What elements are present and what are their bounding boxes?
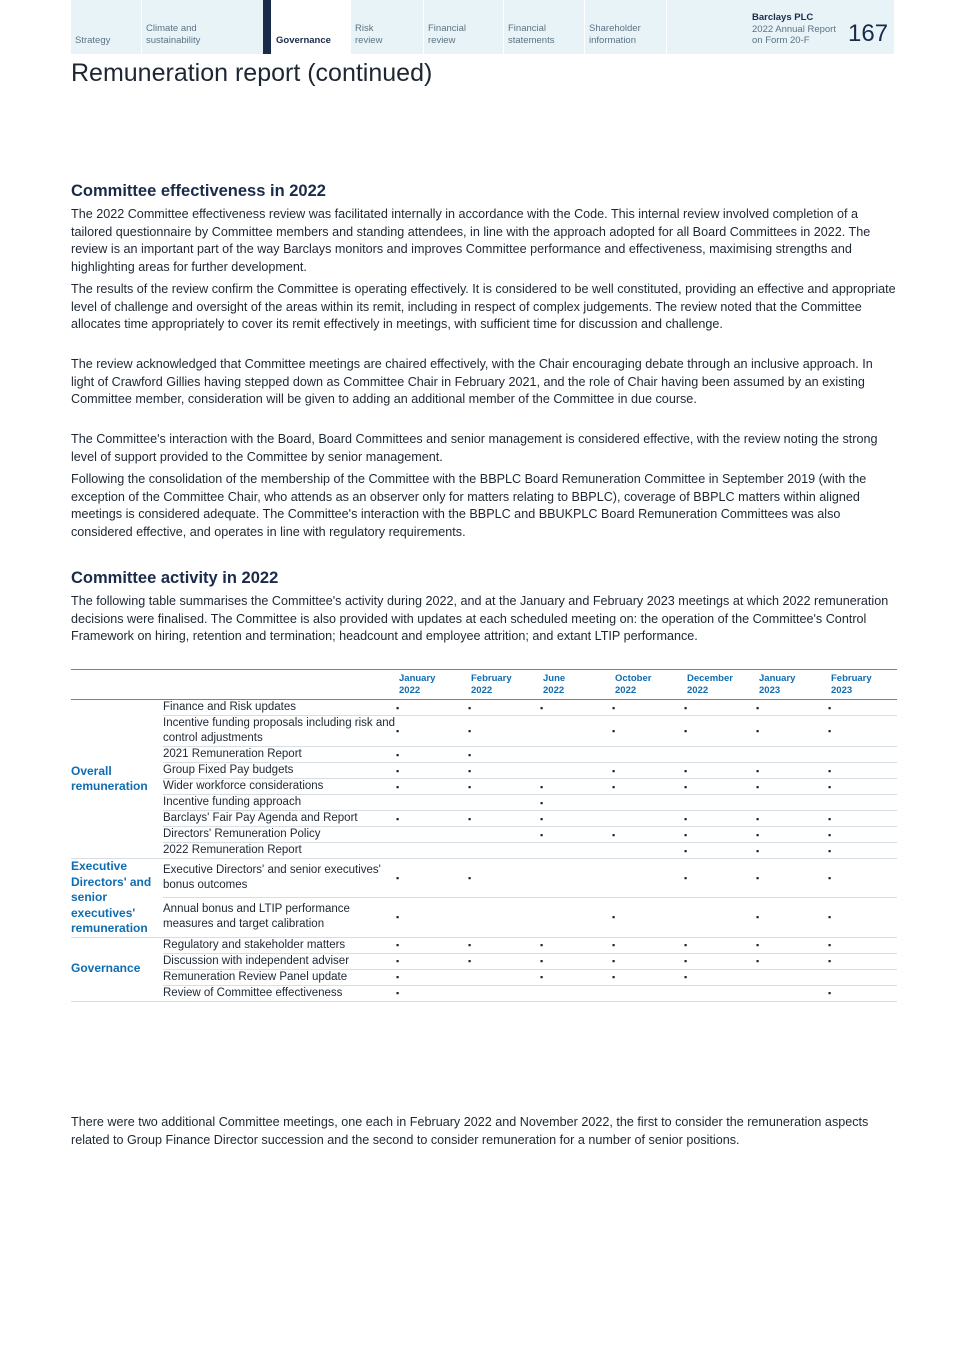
empty-cell [540,843,612,859]
activity-marker: ▪ [828,811,897,827]
paragraph: The following table summarises the Committee's activity during 2022, and at the January and February 2023 meetings at which 2022 remuneration decisions were finalised. The Committee is also provided with updates at each scheduled meeting on: the operation of the Committee's Control Framework on hiring, retention and termination; headcount and employee attrition; and extant LTIP performance. [71,594,889,643]
activity-marker: ▪ [468,811,540,827]
activity-marker: ▪ [756,898,828,937]
empty-cell [540,747,612,763]
activity-item: Executive Directors' and senior executives' bonus outcomes [163,859,396,898]
empty-cell [756,985,828,1001]
activity-marker: ▪ [540,969,612,985]
empty-cell [612,985,684,1001]
activity-marker: ▪ [828,937,897,953]
empty-cell [540,898,612,937]
activity-marker: ▪ [828,827,897,843]
column-month: June [543,673,566,684]
activity-marker: ▪ [828,898,897,937]
activity-marker: ▪ [756,763,828,779]
activity-marker: ▪ [540,937,612,953]
activity-marker: ▪ [468,700,540,716]
activity-marker: ▪ [684,859,756,898]
page-number: 167 [848,20,889,47]
tab-label: Financial statements [508,23,555,46]
header-cell [71,670,163,700]
empty-cell [684,747,756,763]
table-row [71,716,897,747]
empty-cell [684,985,756,1001]
activity-marker: ▪ [756,859,828,898]
activity-marker: ▪ [684,969,756,985]
activity-marker: ▪ [612,700,684,716]
activity-marker: ▪ [468,747,540,763]
activity-marker: ▪ [828,859,897,898]
column-year: 2022 [687,685,709,696]
tab-label: Strategy [75,35,111,46]
report-title: 2022 Annual Report [752,23,836,35]
activity-marker: ▪ [468,937,540,953]
table-header-row [71,670,897,700]
empty-cell [468,969,540,985]
column-header [828,670,897,700]
report-info [752,12,836,47]
activity-marker: ▪ [828,985,897,1001]
column-year: 2023 [831,685,853,696]
table-row [71,859,897,898]
column-month: January [759,673,796,684]
tab-financial-review[interactable] [423,0,503,54]
table-row [71,827,897,843]
activity-marker: ▪ [756,811,828,827]
column-month: December [687,673,733,684]
table-row [71,779,897,795]
activity-marker: ▪ [540,953,612,969]
activity-marker: ▪ [684,937,756,953]
column-year: 2022 [615,685,637,696]
tab-label: Financial review [428,23,467,46]
activity-marker: ▪ [828,953,897,969]
activity-marker: ▪ [540,795,612,811]
paragraph: The review acknowledged that Committee meetings are chaired effectively, with the Chair encouraging debate through an inclusive approach. In light of Crawford Gillies having stepped down as Committee Chair in February 2021, and the role of Chair having been assumed by an existing Committee member, consideration will be given to adding an additional member of the Committee in due course. [71,357,873,406]
activity-marker: ▪ [684,811,756,827]
table-row [71,898,897,937]
activity-marker: ▪ [612,779,684,795]
activity-item: Review of Committee effectiveness [163,985,396,1001]
table-row [71,747,897,763]
column-header [540,670,612,700]
column-header [684,670,756,700]
activity-marker: ▪ [612,953,684,969]
activity-marker: ▪ [396,700,468,716]
activity-marker: ▪ [684,700,756,716]
activity-marker: ▪ [396,716,468,747]
activity-marker: ▪ [612,827,684,843]
empty-cell [468,827,540,843]
activity-marker: ▪ [396,898,468,937]
activity-item: Directors' Remuneration Policy [163,827,396,843]
activity-marker: ▪ [540,827,612,843]
category-cell: Overall remuneration [71,700,163,859]
empty-cell [612,843,684,859]
empty-cell [828,795,897,811]
paragraph: The results of the review confirm the Committee is operating effectively. It is considered to be well constituted, providing an effective and appropriate level of challenge and oversight of the areas within its remit, including in respect of complex judgements. The review noted that the Committee allocates time appropriately to cover its remit effectively in meetings, with sufficient time for discussion and challenge. [71,282,896,331]
table-row [71,811,897,827]
section-heading-effectiveness: Committee effectiveness in 2022 [71,182,326,200]
paragraph: The 2022 Committee effectiveness review was facilitated internally in accordance with the Code. This internal review involved completion of a tailored questionnaire by Committee members and standing attendees, in line with the approach adopted for all Board Committees in 2022. The review is an important part of the way Barclays monitors and improves Committee performance and effectiveness, maximising strengths and highlighting areas for further development. [71,207,871,274]
column-year: 2022 [399,685,421,696]
empty-cell [396,827,468,843]
activity-marker: ▪ [612,969,684,985]
category-cell: Executive Directors' and senior executives' remuneration [71,859,163,938]
empty-cell [540,763,612,779]
table-body [71,700,897,1002]
column-year: 2022 [543,685,565,696]
company-name: Barclays PLC [752,12,814,23]
empty-cell [396,843,468,859]
column-year: 2023 [759,685,781,696]
table-row [71,969,897,985]
activity-item: Barclays' Fair Pay Agenda and Report [163,811,396,827]
empty-cell [756,795,828,811]
empty-cell [828,747,897,763]
activity-item: Annual bonus and LTIP performance measures and target calibration [163,898,396,937]
activity-item: Discussion with independent adviser [163,953,396,969]
empty-cell [468,795,540,811]
tab-governance[interactable] [263,0,350,54]
activity-marker: ▪ [828,843,897,859]
activity-marker: ▪ [612,898,684,937]
empty-cell [468,985,540,1001]
header-cell [163,670,396,700]
activity-marker: ▪ [468,763,540,779]
activity-item: Group Fixed Pay budgets [163,763,396,779]
activity-marker: ▪ [756,843,828,859]
activity-item: Wider workforce considerations [163,779,396,795]
activity-item: Finance and Risk updates [163,700,396,716]
activity-marker: ▪ [396,747,468,763]
column-header [612,670,684,700]
empty-cell [612,859,684,898]
activity-marker: ▪ [828,779,897,795]
tab-label: Climate and sustainability [146,23,201,46]
tab-climate-and-sustainability[interactable] [141,0,263,54]
activity-marker: ▪ [828,763,897,779]
empty-cell [540,716,612,747]
column-month: October [615,673,652,684]
empty-cell [540,859,612,898]
committee-activity-table [71,669,897,1002]
section-heading-activity: Committee activity in 2022 [71,569,279,587]
activity-item: Incentive funding proposals including risk and control adjustments [163,716,396,747]
activity-marker: ▪ [396,859,468,898]
activity-marker: ▪ [612,937,684,953]
empty-cell [828,969,897,985]
activity-marker: ▪ [756,937,828,953]
activity-marker: ▪ [684,843,756,859]
empty-cell [468,898,540,937]
activity-item: Regulatory and stakeholder matters [163,937,396,953]
table-row [71,843,897,859]
activity-marker: ▪ [540,811,612,827]
activity-item: 2022 Remuneration Report [163,843,396,859]
column-month: January [399,673,436,684]
table-row [71,985,897,1001]
tab-financial-statements[interactable] [503,0,584,54]
table-row [71,700,897,716]
activity-marker: ▪ [684,827,756,843]
paragraph: Following the consolidation of the membership of the Committee with the BBPLC Board Remuneration Committee in September 2019 (with the exception of the Committee Chair, who attends as an observer only for matters relating to BBPLC), coverage of BBPLC matters within aligned meetings is considered adequate. The Committee's interaction with the BBPLC and BBUKPLC Board Remuneration Committees was also considered effective, and operates in line with regulatory requirements. [71,472,867,539]
activity-marker: ▪ [684,779,756,795]
tab-strategy[interactable] [71,0,141,54]
tab-label: Governance [276,35,331,46]
empty-cell [684,898,756,937]
activity-marker: ▪ [684,763,756,779]
activity-item: 2021 Remuneration Report [163,747,396,763]
column-header [756,670,828,700]
column-header [396,670,468,700]
column-month: February [471,673,512,684]
activity-marker: ▪ [396,953,468,969]
activity-marker: ▪ [540,700,612,716]
tab-label: Risk review [355,23,383,46]
empty-cell [756,747,828,763]
tab-label: Shareholder information [589,23,641,46]
activity-marker: ▪ [756,953,828,969]
activity-marker: ▪ [396,811,468,827]
activity-marker: ▪ [828,700,897,716]
activity-marker: ▪ [396,763,468,779]
activity-item: Incentive funding approach [163,795,396,811]
empty-cell [684,795,756,811]
active-tab-indicator [263,0,271,54]
activity-marker: ▪ [396,779,468,795]
tab-risk-review[interactable] [350,0,423,54]
activity-marker: ▪ [396,937,468,953]
activity-marker: ▪ [684,716,756,747]
activity-marker: ▪ [756,700,828,716]
report-subtitle: on Form 20-F [752,35,810,46]
activity-marker: ▪ [540,779,612,795]
page-title: Remuneration report (continued) [71,59,433,87]
column-header [468,670,540,700]
empty-cell [396,795,468,811]
activity-marker: ▪ [396,985,468,1001]
activity-marker: ▪ [612,763,684,779]
table-row [71,763,897,779]
table-row [71,953,897,969]
column-year: 2022 [471,685,493,696]
table-row [71,795,897,811]
empty-cell [612,811,684,827]
empty-cell [468,843,540,859]
activity-marker: ▪ [828,716,897,747]
table-row [71,937,897,953]
empty-cell [612,747,684,763]
activity-marker: ▪ [396,969,468,985]
activity-marker: ▪ [756,716,828,747]
tab-shareholder-information[interactable] [584,0,666,54]
activity-marker: ▪ [468,953,540,969]
activity-marker: ▪ [468,859,540,898]
activity-marker: ▪ [468,779,540,795]
category-cell: Governance [71,937,163,1001]
empty-cell [612,795,684,811]
empty-cell [540,985,612,1001]
activity-marker: ▪ [684,953,756,969]
column-month: February [831,673,872,684]
activity-item: Remuneration Review Panel update [163,969,396,985]
empty-cell [756,969,828,985]
activity-marker: ▪ [756,827,828,843]
paragraph: The Committee's interaction with the Board, Board Committees and senior management is considered effective, with the review noting the strong level of support provided to the Committee by senior management. [71,432,878,464]
activity-marker: ▪ [468,716,540,747]
activity-marker: ▪ [612,716,684,747]
activity-marker: ▪ [756,779,828,795]
paragraph-footer: There were two additional Committee meetings, one each in February 2022 and November 2022, the first to consider the remuneration aspects related to Group Finance Director succession and the second to consider remuneration for a number of senior positions. [71,1115,869,1147]
